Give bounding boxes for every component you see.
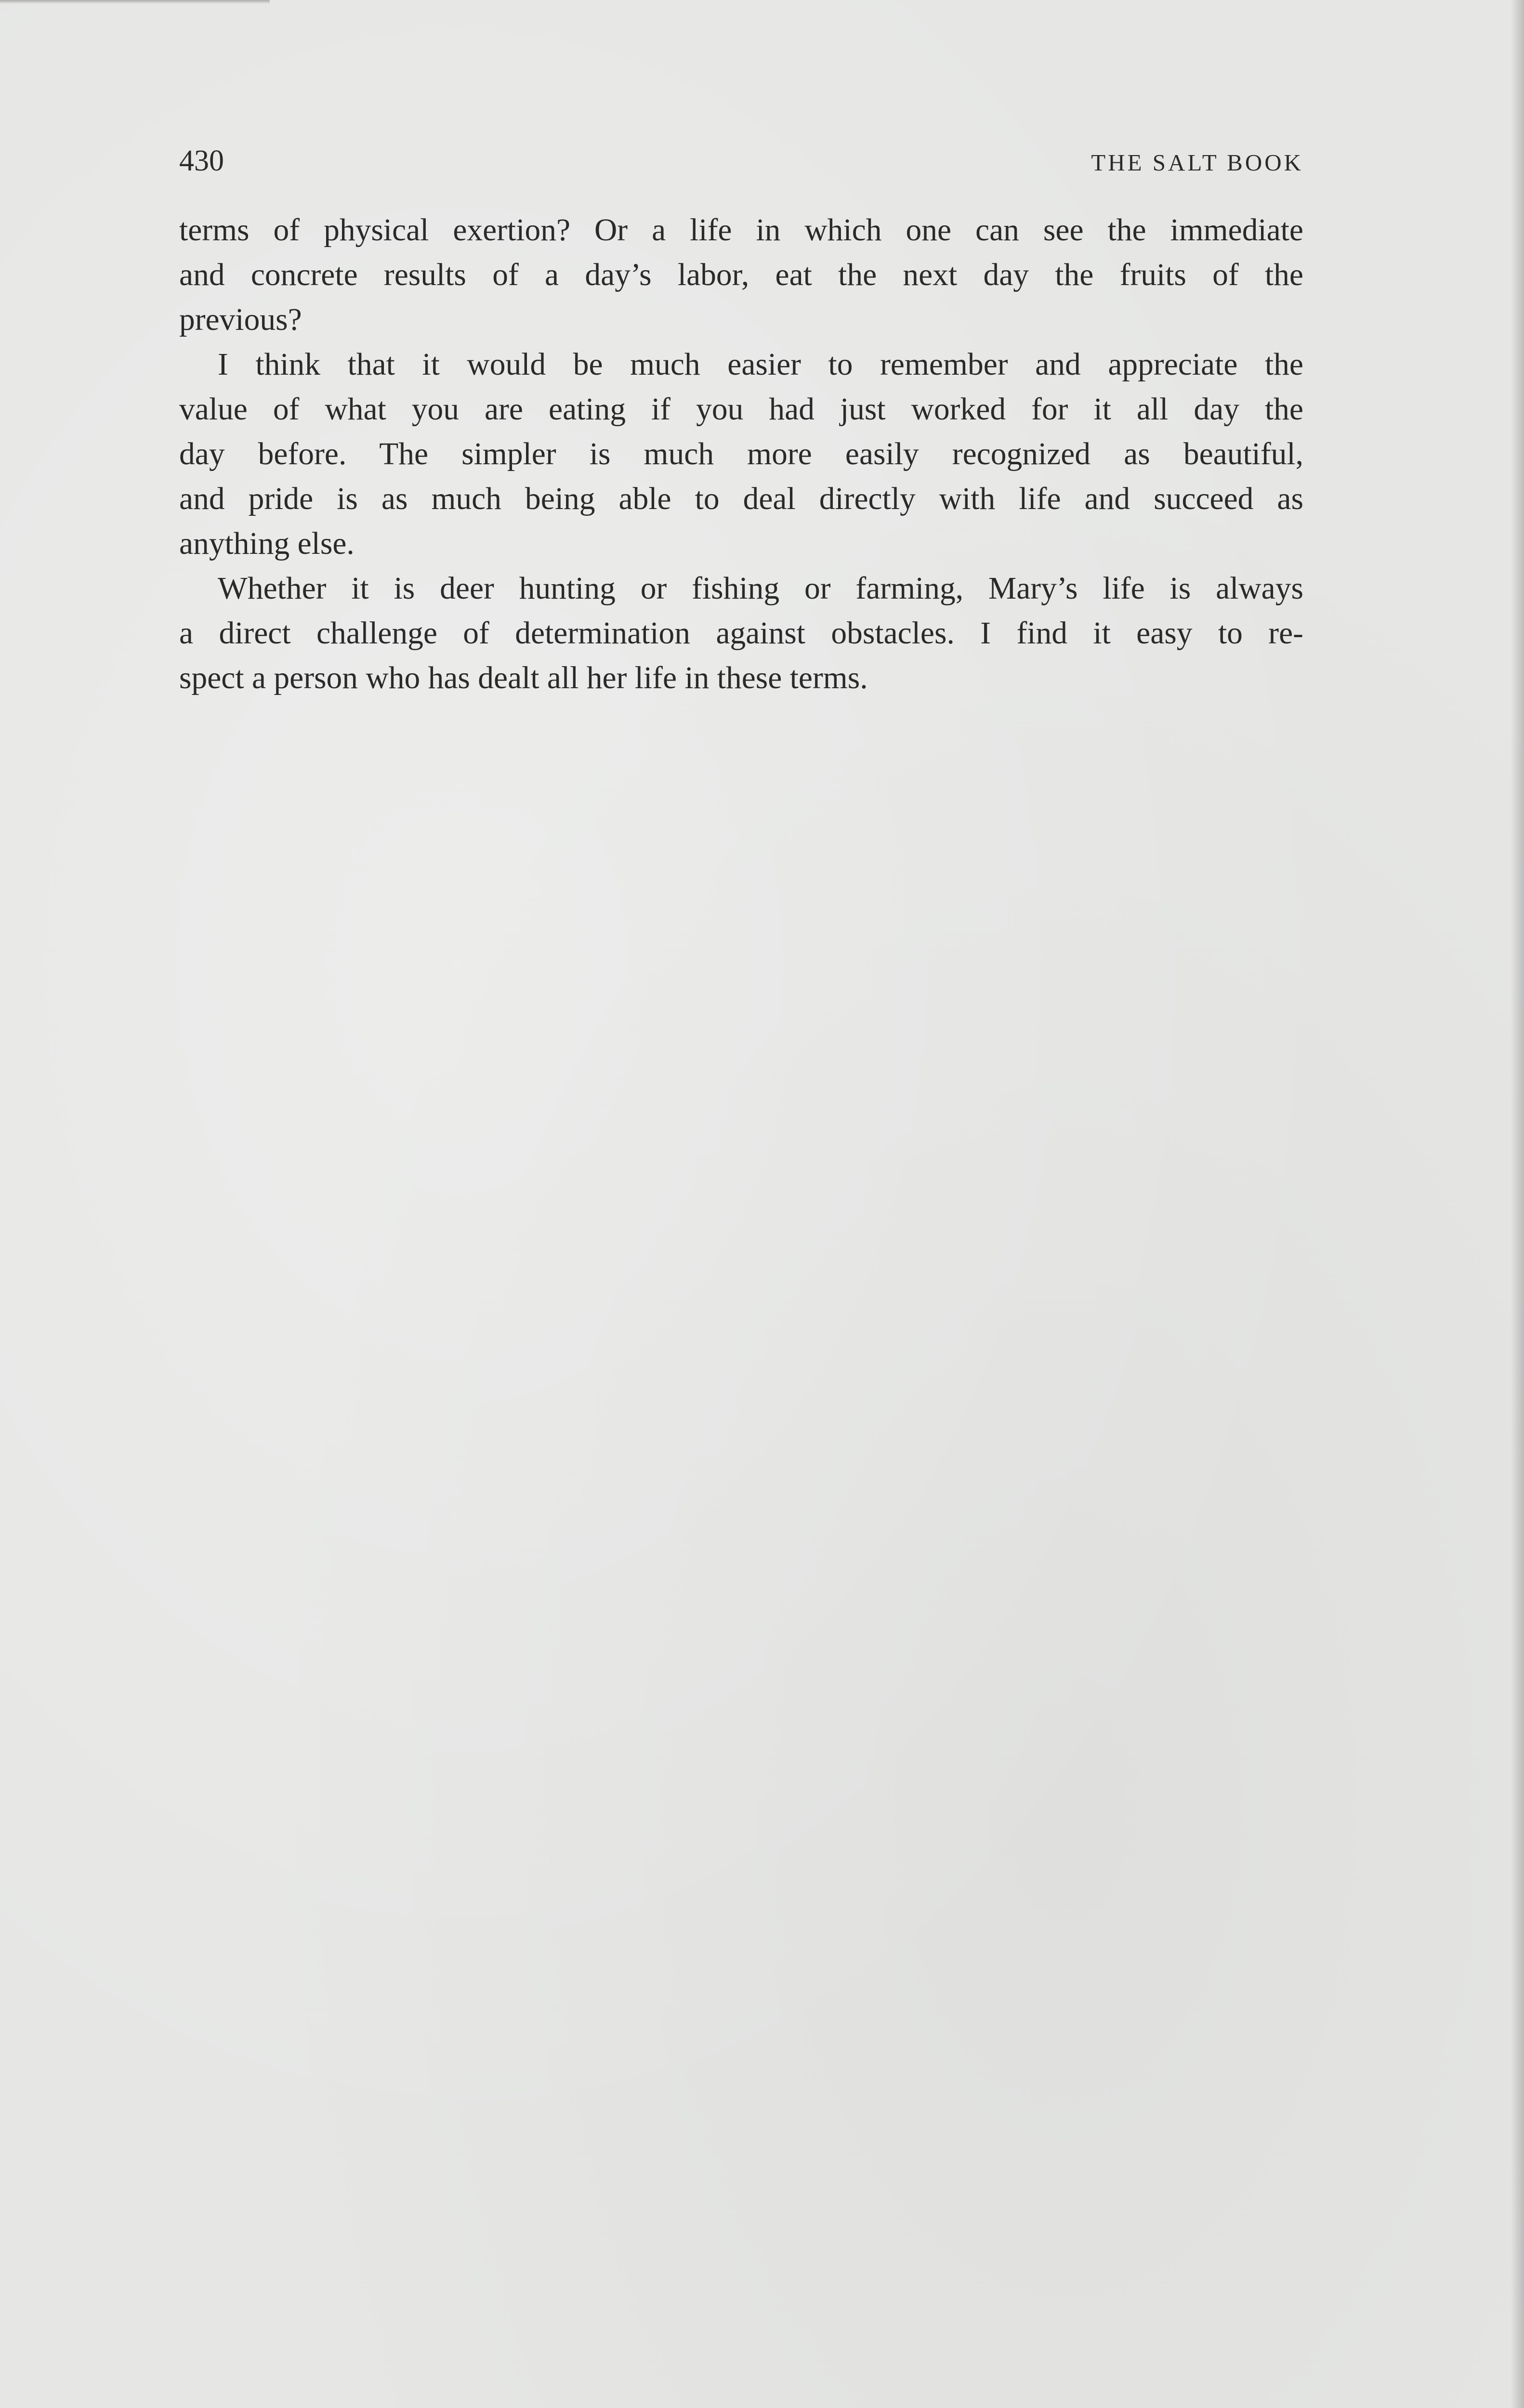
text-line: day before. The simpler is much more easily recognized as beautiful, xyxy=(179,437,1303,471)
running-head: THE SALT BOOK xyxy=(1091,149,1303,176)
text-line: I think that it would be much easier to remember and appreciate the xyxy=(218,347,1303,382)
text-line: spect a person who has dealt all her life in these terms. xyxy=(179,661,868,695)
text-line: and pride is as much being able to deal directly with life and succeed as xyxy=(179,482,1303,516)
text-line: terms of physical exertion? Or a life in which one can see the immediate xyxy=(179,213,1303,248)
page-header xyxy=(179,142,1303,180)
text-line: Whether it is deer hunting or fishing or farming, Mary’s life is always xyxy=(218,571,1303,606)
page-top-shadow xyxy=(0,0,270,4)
page-number: 430 xyxy=(179,144,224,177)
text-line: and concrete results of a day’s labor, eat the next day the fruits of the xyxy=(179,258,1303,292)
paragraph-2 xyxy=(179,342,1303,566)
text-line: anything else. xyxy=(179,526,355,561)
text-line: a direct challenge of determination against obstacles. I find it easy to re- xyxy=(179,616,1303,651)
page-right-shadow xyxy=(1511,0,1524,2408)
paragraph-1 xyxy=(179,208,1303,342)
text-line: value of what you are eating if you had just worked for it all day the xyxy=(179,392,1303,427)
paragraph-3 xyxy=(179,566,1303,701)
body-text xyxy=(179,208,1303,701)
text-line: previous? xyxy=(179,302,302,337)
